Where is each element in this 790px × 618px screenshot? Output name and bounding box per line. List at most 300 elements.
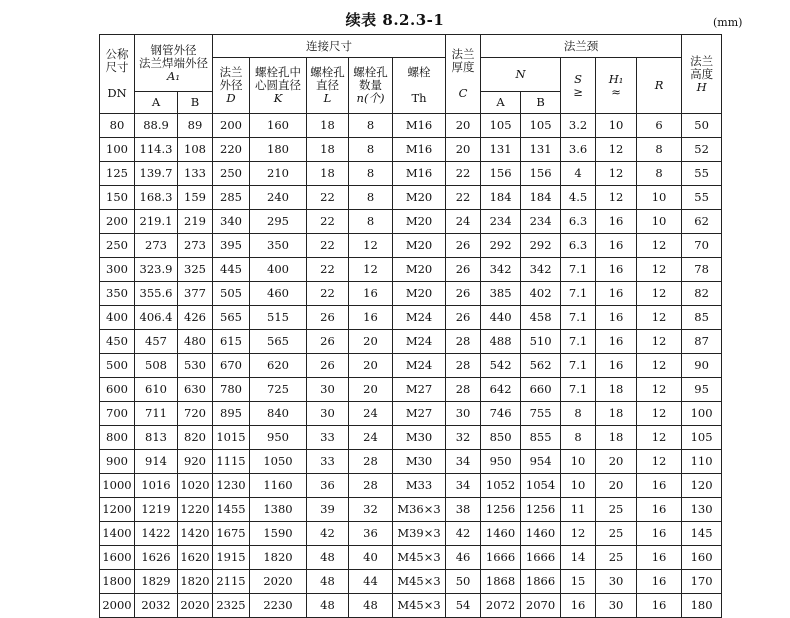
table-cell: 7.1 [561, 378, 596, 402]
table-cell: 159 [178, 186, 213, 210]
table-cell: 16 [637, 570, 682, 594]
table-cell: 18 [596, 378, 637, 402]
header-neck-n: N [481, 58, 561, 92]
table-cell: 1256 [521, 498, 561, 522]
header-bolt: 螺栓 Th [393, 58, 446, 114]
table-cell: 505 [213, 282, 250, 306]
table-cell: 900 [100, 450, 135, 474]
table-cell: 12 [637, 306, 682, 330]
header-height: 法兰 高度 H [682, 35, 722, 114]
table-cell: 22 [307, 210, 349, 234]
table-cell: 920 [178, 450, 213, 474]
table-cell: 6.3 [561, 234, 596, 258]
table-cell: 90 [682, 354, 722, 378]
table-cell: 22 [446, 162, 481, 186]
table-cell: 210 [250, 162, 307, 186]
table-cell: 160 [250, 114, 307, 138]
table-cell: 24 [446, 210, 481, 234]
table-cell: 22 [307, 234, 349, 258]
table-cell: 292 [521, 234, 561, 258]
table-cell: 6.3 [561, 210, 596, 234]
table-cell: 14 [561, 546, 596, 570]
table-cell: 170 [682, 570, 722, 594]
table-cell: 12 [637, 402, 682, 426]
table-cell: 400 [250, 258, 307, 282]
table-cell: 1420 [178, 522, 213, 546]
table-row [100, 162, 722, 186]
table-cell: 22 [307, 282, 349, 306]
table-cell: 273 [135, 234, 178, 258]
table-cell: 114.3 [135, 138, 178, 162]
table-cell: 1200 [100, 498, 135, 522]
table-cell: 33 [307, 450, 349, 474]
table-cell: 95 [682, 378, 722, 402]
table-cell: 22 [307, 258, 349, 282]
table-cell: 813 [135, 426, 178, 450]
table-cell: 1820 [250, 546, 307, 570]
table-cell: 325 [178, 258, 213, 282]
table-cell: 52 [682, 138, 722, 162]
table-cell: 670 [213, 354, 250, 378]
table-cell: 18 [307, 138, 349, 162]
table-cell: 4 [561, 162, 596, 186]
table-cell: M20 [393, 234, 446, 258]
table-cell: 385 [481, 282, 521, 306]
table-cell: 16 [561, 594, 596, 618]
table-cell: 1230 [213, 474, 250, 498]
table-cell: 39 [307, 498, 349, 522]
table-cell: 22 [446, 186, 481, 210]
table-cell: 450 [100, 330, 135, 354]
table-cell: M16 [393, 114, 446, 138]
table-cell: 6 [637, 114, 682, 138]
table-cell: 8 [561, 402, 596, 426]
header-neck-h1: H₁ ≈ [596, 58, 637, 114]
table-cell: 125 [100, 162, 135, 186]
table-cell: 12 [637, 330, 682, 354]
table-cell: 160 [682, 546, 722, 570]
table-cell: M20 [393, 282, 446, 306]
table-cell: 8 [349, 138, 393, 162]
table-cell: 18 [307, 162, 349, 186]
table-cell: 488 [481, 330, 521, 354]
table-cell: 26 [307, 306, 349, 330]
table-cell: 12 [637, 450, 682, 474]
table-cell: 426 [178, 306, 213, 330]
table-cell: 2020 [250, 570, 307, 594]
table-cell: 82 [682, 282, 722, 306]
table-cell: 406.4 [135, 306, 178, 330]
table-cell: 46 [446, 546, 481, 570]
table-cell: 156 [481, 162, 521, 186]
table-cell: 8 [561, 426, 596, 450]
table-cell: M36×3 [393, 498, 446, 522]
table-cell: 168.3 [135, 186, 178, 210]
table-cell: 28 [446, 378, 481, 402]
table-cell: 28 [349, 474, 393, 498]
table-cell: 1015 [213, 426, 250, 450]
table-cell: M39×3 [393, 522, 446, 546]
table-cell: 355.6 [135, 282, 178, 306]
table-cell: 295 [250, 210, 307, 234]
table-cell: 30 [307, 378, 349, 402]
table-row [100, 354, 722, 378]
table-cell: 1160 [250, 474, 307, 498]
table-cell: 48 [307, 594, 349, 618]
table-cell: 1052 [481, 474, 521, 498]
table-cell: 16 [596, 354, 637, 378]
table-cell: 22 [307, 186, 349, 210]
table-cell: 70 [682, 234, 722, 258]
table-cell: 100 [682, 402, 722, 426]
table-cell: 840 [250, 402, 307, 426]
table-cell: 1666 [481, 546, 521, 570]
table-cell: 26 [446, 258, 481, 282]
table-cell: 2032 [135, 594, 178, 618]
table-cell: 54 [446, 594, 481, 618]
table-cell: 28 [349, 450, 393, 474]
table-row [100, 450, 722, 474]
table-cell: 850 [481, 426, 521, 450]
table-cell: 24 [349, 426, 393, 450]
table-cell: 55 [682, 162, 722, 186]
table-cell: 1460 [481, 522, 521, 546]
table-cell: 2115 [213, 570, 250, 594]
table-cell: 1050 [250, 450, 307, 474]
table-cell: 1666 [521, 546, 561, 570]
table-cell: 12 [637, 378, 682, 402]
table-cell: 615 [213, 330, 250, 354]
table-cell: 377 [178, 282, 213, 306]
table-cell: 25 [596, 546, 637, 570]
table-cell: M30 [393, 450, 446, 474]
table-cell: 16 [596, 210, 637, 234]
table-row [100, 186, 722, 210]
table-cell: 78 [682, 258, 722, 282]
table-cell: 55 [682, 186, 722, 210]
table-cell: 1820 [178, 570, 213, 594]
table-cell: 180 [250, 138, 307, 162]
table-cell: 10 [637, 210, 682, 234]
table-cell: 20 [446, 114, 481, 138]
table-cell: M33 [393, 474, 446, 498]
table-cell: M45×3 [393, 570, 446, 594]
table-cell: M24 [393, 306, 446, 330]
table-cell: M20 [393, 258, 446, 282]
table-title: 续表 8.2.3-1 [345, 11, 445, 29]
table-cell: M27 [393, 378, 446, 402]
table-cell: 24 [349, 402, 393, 426]
table-cell: 7.1 [561, 330, 596, 354]
header-thickness: 法兰 厚度 C [446, 35, 481, 114]
table-cell: 480 [178, 330, 213, 354]
table-cell: 26 [446, 234, 481, 258]
table-cell: 340 [213, 210, 250, 234]
table-cell: 500 [100, 354, 135, 378]
table-cell: 240 [250, 186, 307, 210]
table-cell: 220 [213, 138, 250, 162]
table-cell: 16 [637, 522, 682, 546]
table-cell: 2000 [100, 594, 135, 618]
header-col-a: A [135, 92, 178, 114]
table-cell: 1626 [135, 546, 178, 570]
table-row [100, 570, 722, 594]
table-row [100, 378, 722, 402]
table-cell: 12 [637, 426, 682, 450]
table-cell: 342 [521, 258, 561, 282]
header-col-b: B [178, 92, 213, 114]
table-cell: 7.1 [561, 306, 596, 330]
table-cell: 7.1 [561, 282, 596, 306]
table-cell: 32 [446, 426, 481, 450]
table-cell: 350 [100, 282, 135, 306]
table-row [100, 594, 722, 618]
header-bolt-circle: 螺栓孔中 心圆直径 K [250, 58, 307, 114]
table-cell: 48 [307, 570, 349, 594]
table-cell: 8 [349, 210, 393, 234]
table-cell: M24 [393, 354, 446, 378]
table-cell: 184 [481, 186, 521, 210]
table-cell: 131 [481, 138, 521, 162]
flange-dimension-table [99, 34, 722, 618]
table-cell: 458 [521, 306, 561, 330]
table-cell: 28 [446, 330, 481, 354]
table-cell: 711 [135, 402, 178, 426]
table-cell: 234 [521, 210, 561, 234]
table-cell: 510 [521, 330, 561, 354]
table-body [100, 114, 722, 618]
table-cell: 30 [307, 402, 349, 426]
table-cell: 1016 [135, 474, 178, 498]
table-cell: 620 [250, 354, 307, 378]
table-cell: 292 [481, 234, 521, 258]
table-cell: 234 [481, 210, 521, 234]
table-cell: 7.1 [561, 354, 596, 378]
table-cell: 1675 [213, 522, 250, 546]
table-row [100, 282, 722, 306]
table-cell: 700 [100, 402, 135, 426]
table-cell: 16 [637, 546, 682, 570]
table-cell: 156 [521, 162, 561, 186]
table-cell: 130 [682, 498, 722, 522]
table-cell: 10 [561, 474, 596, 498]
table-cell: 16 [596, 330, 637, 354]
table-cell: 42 [446, 522, 481, 546]
table-cell: 48 [349, 594, 393, 618]
table-cell: 85 [682, 306, 722, 330]
table-cell: 34 [446, 450, 481, 474]
table-cell: 1800 [100, 570, 135, 594]
table-cell: 25 [596, 498, 637, 522]
table-header [100, 35, 722, 114]
header-pipe-od: 钢管外径 法兰焊端外径 A₁ [135, 35, 213, 92]
table-cell: 914 [135, 450, 178, 474]
header-neck-r: R [637, 58, 682, 114]
table-cell: 62 [682, 210, 722, 234]
table-cell: 105 [521, 114, 561, 138]
table-cell: 2070 [521, 594, 561, 618]
table-cell: 18 [596, 426, 637, 450]
table-cell: 30 [596, 570, 637, 594]
table-cell: 18 [307, 114, 349, 138]
table-cell: 12 [349, 234, 393, 258]
table-cell: 10 [596, 114, 637, 138]
table-cell: 44 [349, 570, 393, 594]
table-cell: 50 [682, 114, 722, 138]
table-cell: 16 [596, 234, 637, 258]
table-cell: 131 [521, 138, 561, 162]
table-cell: 2230 [250, 594, 307, 618]
table-cell: 88.9 [135, 114, 178, 138]
table-cell: 395 [213, 234, 250, 258]
table-cell: 820 [178, 426, 213, 450]
table-cell: 1115 [213, 450, 250, 474]
table-cell: 285 [213, 186, 250, 210]
table-cell: 1829 [135, 570, 178, 594]
table-cell: 12 [596, 186, 637, 210]
table-cell: 8 [349, 186, 393, 210]
table-cell: 16 [349, 306, 393, 330]
table-cell: 11 [561, 498, 596, 522]
header-bolt-hole: 螺栓孔 直径 L [307, 58, 349, 114]
table-cell: 16 [596, 306, 637, 330]
table-cell: 250 [100, 234, 135, 258]
table-cell: 105 [481, 114, 521, 138]
table-row [100, 498, 722, 522]
table-cell: 1620 [178, 546, 213, 570]
table-cell: 16 [596, 258, 637, 282]
table-cell: 16 [637, 594, 682, 618]
table-cell: 33 [307, 426, 349, 450]
table-cell: 89 [178, 114, 213, 138]
table-cell: 18 [596, 402, 637, 426]
table-cell: 1219 [135, 498, 178, 522]
table-cell: 954 [521, 450, 561, 474]
table-cell: 780 [213, 378, 250, 402]
table-cell: 855 [521, 426, 561, 450]
table-cell: 12 [637, 234, 682, 258]
table-cell: 139.7 [135, 162, 178, 186]
table-cell: 12 [349, 258, 393, 282]
table-cell: M16 [393, 162, 446, 186]
table-cell: 10 [637, 186, 682, 210]
table-cell: 200 [213, 114, 250, 138]
table-cell: 20 [596, 474, 637, 498]
table-cell: 725 [250, 378, 307, 402]
table-cell: 20 [349, 330, 393, 354]
table-cell: 50 [446, 570, 481, 594]
table-cell: 40 [349, 546, 393, 570]
table-cell: 895 [213, 402, 250, 426]
table-cell: 16 [637, 498, 682, 522]
table-cell: 800 [100, 426, 135, 450]
table-cell: 1020 [178, 474, 213, 498]
table-cell: 12 [637, 282, 682, 306]
table-cell: 15 [561, 570, 596, 594]
table-cell: 32 [349, 498, 393, 522]
table-cell: 755 [521, 402, 561, 426]
table-cell: 746 [481, 402, 521, 426]
table-cell: M24 [393, 330, 446, 354]
table-cell: 323.9 [135, 258, 178, 282]
header-dn: 公称 尺寸 DN [100, 35, 135, 114]
table-cell: 1455 [213, 498, 250, 522]
table-row [100, 114, 722, 138]
table-cell: 950 [481, 450, 521, 474]
table-cell: 2072 [481, 594, 521, 618]
table-cell: 530 [178, 354, 213, 378]
table-cell: 28 [446, 354, 481, 378]
header-neck: 法兰颈 [481, 35, 682, 58]
table-cell: 12 [596, 162, 637, 186]
table-row [100, 234, 722, 258]
table-cell: 20 [446, 138, 481, 162]
table-cell: M30 [393, 426, 446, 450]
table-row [100, 402, 722, 426]
table-cell: 16 [349, 282, 393, 306]
table-row [100, 138, 722, 162]
table-cell: 145 [682, 522, 722, 546]
table-cell: 36 [307, 474, 349, 498]
table-cell: 108 [178, 138, 213, 162]
table-cell: 610 [135, 378, 178, 402]
table-cell: M27 [393, 402, 446, 426]
table-cell: 110 [682, 450, 722, 474]
table-cell: 1380 [250, 498, 307, 522]
table-cell: 8 [349, 114, 393, 138]
table-cell: 565 [213, 306, 250, 330]
unit-label: (mm) [713, 16, 743, 29]
header-flange-od: 法兰 外径 D [213, 58, 250, 114]
table-cell: M20 [393, 186, 446, 210]
table-cell: 120 [682, 474, 722, 498]
table-cell: 4.5 [561, 186, 596, 210]
table-cell: 2325 [213, 594, 250, 618]
table-cell: 402 [521, 282, 561, 306]
table-cell: 273 [178, 234, 213, 258]
header-neck-a: A [481, 92, 521, 114]
table-cell: 8 [637, 162, 682, 186]
table-cell: 562 [521, 354, 561, 378]
table-cell: 565 [250, 330, 307, 354]
table-cell: 440 [481, 306, 521, 330]
table-cell: 48 [307, 546, 349, 570]
table-cell: 105 [682, 426, 722, 450]
table-cell: 12 [637, 354, 682, 378]
table-cell: 180 [682, 594, 722, 618]
table-cell: 42 [307, 522, 349, 546]
table-cell: 630 [178, 378, 213, 402]
table-cell: 36 [349, 522, 393, 546]
table-row [100, 210, 722, 234]
table-cell: 16 [596, 282, 637, 306]
table-cell: 3.6 [561, 138, 596, 162]
table-cell: 445 [213, 258, 250, 282]
table-cell: 8 [349, 162, 393, 186]
table-cell: 457 [135, 330, 178, 354]
table-cell: 1866 [521, 570, 561, 594]
table-cell: 30 [596, 594, 637, 618]
table-cell: M20 [393, 210, 446, 234]
table-cell: 25 [596, 522, 637, 546]
table-row [100, 258, 722, 282]
table-cell: 34 [446, 474, 481, 498]
table-cell: 7.1 [561, 258, 596, 282]
table-cell: 20 [596, 450, 637, 474]
table-cell: 720 [178, 402, 213, 426]
table-cell: 460 [250, 282, 307, 306]
table-cell: 1460 [521, 522, 561, 546]
